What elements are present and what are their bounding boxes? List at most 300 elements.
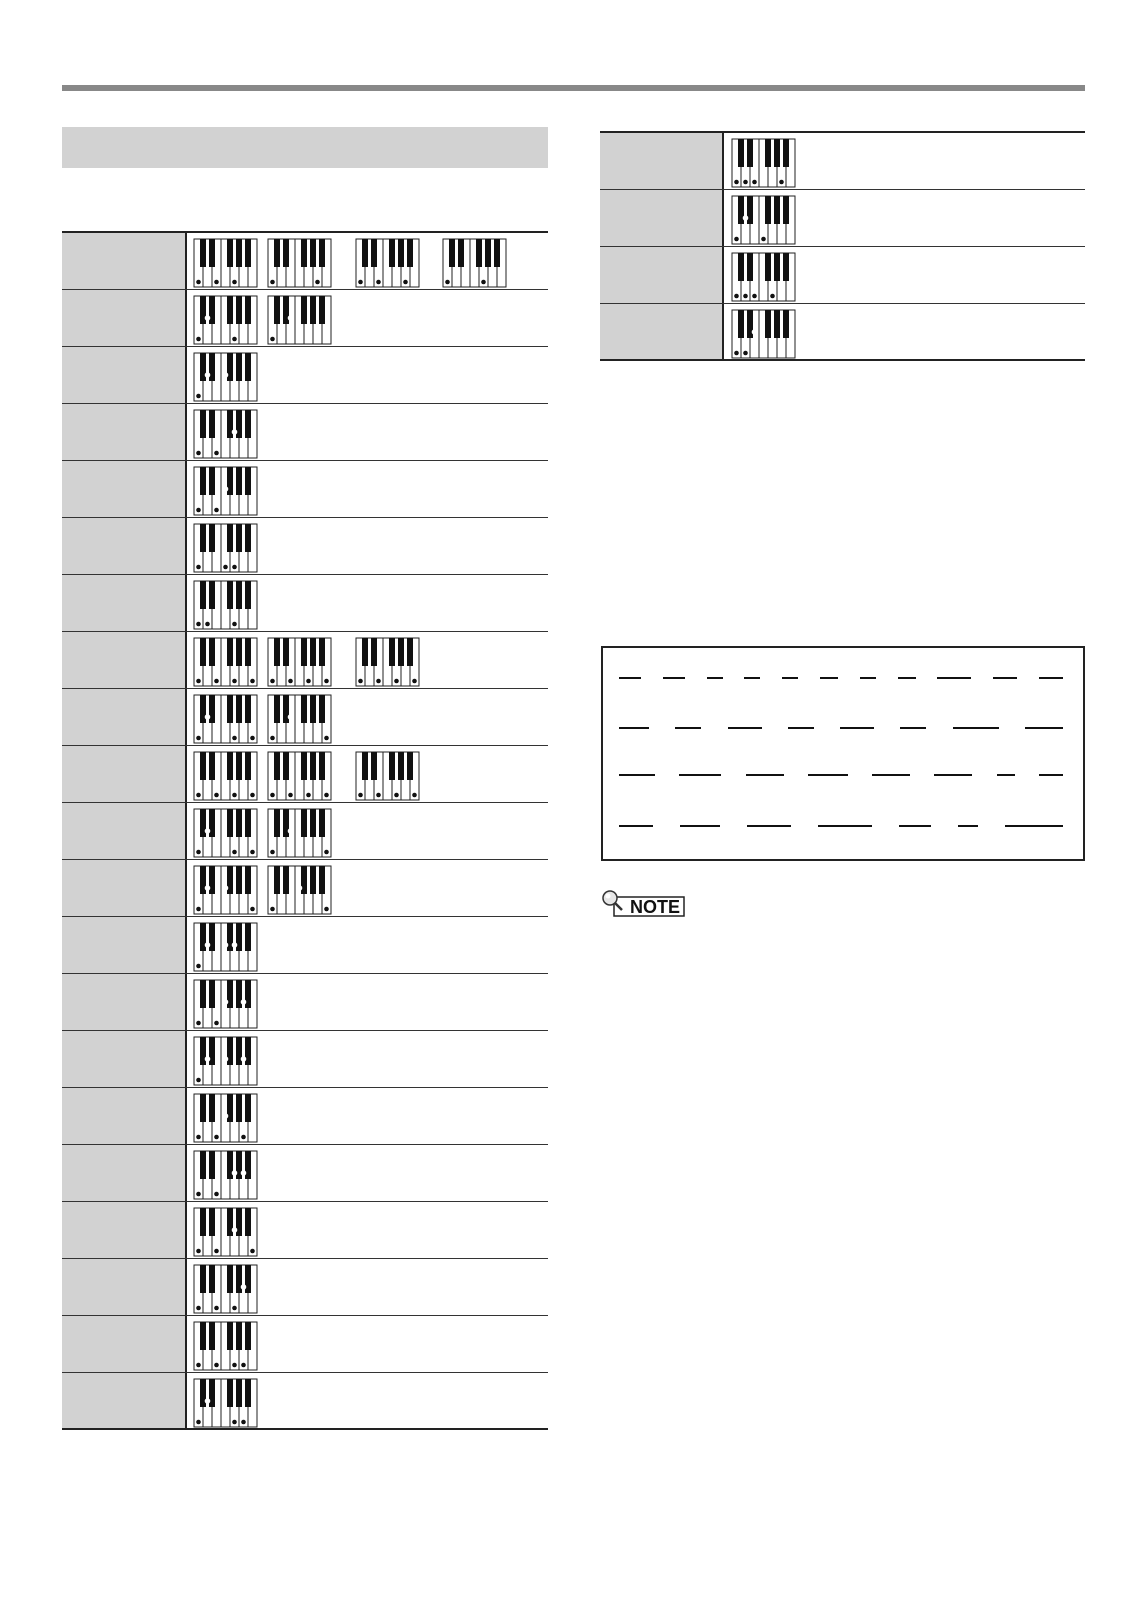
black-key	[283, 296, 289, 324]
black-key	[407, 239, 413, 267]
pressed-key-dot	[214, 508, 219, 513]
pressed-black-key-dot	[288, 829, 293, 834]
black-key	[245, 1037, 251, 1065]
keyboard-diagram	[193, 694, 258, 744]
chord-name-cell	[600, 247, 722, 303]
pressed-key-dot	[214, 1249, 219, 1254]
black-key	[362, 752, 368, 780]
keyboard-diagram	[355, 751, 420, 801]
black-key	[319, 239, 325, 267]
black-key	[301, 752, 307, 780]
pressed-black-key-dot	[205, 715, 210, 720]
column-divider	[185, 461, 187, 517]
black-key	[209, 1094, 215, 1122]
pressed-black-key-dot	[232, 943, 237, 948]
black-key	[274, 809, 280, 837]
black-key	[209, 581, 215, 609]
black-key	[209, 638, 215, 666]
pressed-key-dot	[270, 907, 275, 912]
keyboard-diagram	[731, 252, 796, 302]
chord-row	[62, 1202, 548, 1259]
black-key	[200, 866, 206, 894]
pressed-key-dot	[196, 736, 201, 741]
pressed-key-dot	[214, 1306, 219, 1311]
black-key	[449, 239, 455, 267]
keyboard-diagram	[193, 979, 258, 1029]
fill-in-line	[619, 774, 655, 776]
black-key	[200, 980, 206, 1008]
chord-row	[62, 1145, 548, 1202]
pressed-key-dot	[196, 1135, 201, 1140]
black-key	[245, 923, 251, 951]
pressed-key-dot	[214, 1135, 219, 1140]
black-key	[236, 467, 242, 495]
keyboard-diagram	[193, 1207, 258, 1257]
pressed-key-dot	[232, 1420, 237, 1425]
pressed-black-key-dot	[223, 943, 228, 948]
black-key	[200, 410, 206, 438]
keyboard-diagram	[731, 195, 796, 245]
pressed-key-dot	[394, 679, 399, 684]
pressed-key-dot	[412, 793, 417, 798]
fill-in-line	[808, 774, 848, 776]
fill-in-line	[1039, 774, 1063, 776]
black-key	[236, 581, 242, 609]
pressed-black-key-dot	[241, 1285, 246, 1290]
chord-name-cell	[62, 803, 185, 859]
black-key	[389, 239, 395, 267]
pressed-key-dot	[196, 280, 201, 285]
pressed-key-dot	[214, 679, 219, 684]
black-key	[227, 524, 233, 552]
pressed-key-dot	[223, 565, 228, 570]
pressed-key-dot	[306, 679, 311, 684]
pressed-key-dot	[376, 679, 381, 684]
black-key	[209, 980, 215, 1008]
pressed-key-dot	[214, 1192, 219, 1197]
black-key	[209, 353, 215, 381]
fill-in-line	[744, 677, 760, 679]
black-key	[209, 1208, 215, 1236]
black-key	[200, 1379, 206, 1407]
black-key	[236, 638, 242, 666]
chord-row	[62, 461, 548, 518]
chord-name-cell	[62, 347, 185, 403]
pressed-key-dot	[232, 679, 237, 684]
keyboard-diagram	[193, 1378, 258, 1428]
black-key	[301, 866, 307, 894]
fill-in-line	[872, 774, 910, 776]
pressed-key-dot	[376, 793, 381, 798]
pressed-key-dot	[770, 294, 775, 299]
black-key	[398, 239, 404, 267]
black-key	[274, 866, 280, 894]
chord-table-left	[62, 231, 548, 1430]
keyboard-diagram	[193, 409, 258, 459]
fill-in-line	[619, 825, 653, 827]
pressed-key-dot	[250, 850, 255, 855]
column-divider	[722, 247, 724, 303]
fill-in-line	[1025, 727, 1063, 729]
black-key	[200, 923, 206, 951]
black-key	[200, 1322, 206, 1350]
pressed-black-key-dot	[241, 1057, 246, 1062]
pressed-key-dot	[232, 622, 237, 627]
keyboard-diagram	[193, 1036, 258, 1086]
black-key	[236, 1151, 242, 1179]
black-key	[310, 866, 316, 894]
pressed-black-key-dot	[297, 886, 302, 891]
black-key	[227, 239, 233, 267]
black-key	[200, 581, 206, 609]
pressed-black-key-dot	[223, 1114, 228, 1119]
black-key	[236, 410, 242, 438]
chord-name-cell	[62, 1145, 185, 1201]
black-key	[274, 752, 280, 780]
black-key	[319, 752, 325, 780]
pressed-key-dot	[232, 793, 237, 798]
fill-in-line	[663, 677, 685, 679]
keyboard-diagram	[193, 238, 258, 288]
black-key	[738, 253, 744, 281]
black-key	[227, 1094, 233, 1122]
keyboard-diagram	[267, 295, 332, 345]
keyboard-diagram	[267, 751, 332, 801]
black-key	[200, 1037, 206, 1065]
chord-row	[600, 304, 1085, 361]
pressed-key-dot	[412, 679, 417, 684]
black-key	[245, 1094, 251, 1122]
black-key	[245, 1265, 251, 1293]
keyboard-diagram	[193, 637, 258, 687]
keyboard-diagram	[267, 865, 332, 915]
black-key	[236, 809, 242, 837]
pressed-key-dot	[734, 237, 739, 242]
pressed-key-dot	[779, 180, 784, 185]
column-divider	[185, 803, 187, 859]
black-key	[236, 1379, 242, 1407]
black-key	[209, 809, 215, 837]
chord-row	[600, 247, 1085, 304]
black-key	[200, 1265, 206, 1293]
keyboard-diagram	[193, 922, 258, 972]
black-key	[274, 638, 280, 666]
black-key	[765, 253, 771, 281]
black-key	[236, 1208, 242, 1236]
chord-name-cell	[62, 917, 185, 973]
chord-row	[62, 1373, 548, 1430]
note-icon	[600, 889, 692, 917]
black-key	[200, 467, 206, 495]
fill-in-line	[953, 727, 999, 729]
pressed-key-dot	[324, 679, 329, 684]
column-divider	[185, 575, 187, 631]
pressed-black-key-dot	[205, 316, 210, 321]
fill-in-line	[898, 677, 916, 679]
black-key	[227, 1322, 233, 1350]
pressed-black-key-dot	[205, 886, 210, 891]
column-divider	[185, 1373, 187, 1428]
black-key	[236, 1322, 242, 1350]
black-key	[747, 310, 753, 338]
pressed-key-dot	[241, 1363, 246, 1368]
pressed-key-dot	[196, 1420, 201, 1425]
pressed-key-dot	[394, 793, 399, 798]
black-key	[783, 253, 789, 281]
black-key	[200, 638, 206, 666]
pressed-key-dot	[376, 280, 381, 285]
black-key	[245, 980, 251, 1008]
chord-name-cell	[600, 190, 722, 246]
note-label: NOTE	[630, 897, 681, 917]
chord-row	[62, 1088, 548, 1145]
chord-row	[62, 1031, 548, 1088]
column-divider	[185, 1202, 187, 1258]
pressed-key-dot	[232, 280, 237, 285]
black-key	[227, 467, 233, 495]
black-key	[283, 695, 289, 723]
column-divider	[722, 304, 724, 359]
pressed-key-dot	[205, 622, 210, 627]
black-key	[227, 1151, 233, 1179]
fill-in-line	[728, 727, 762, 729]
black-key	[245, 581, 251, 609]
keyboard-diagram	[193, 1321, 258, 1371]
chord-row	[62, 233, 548, 290]
fill-in-line	[619, 727, 649, 729]
pressed-key-dot	[196, 964, 201, 969]
black-key	[774, 139, 780, 167]
fill-in-line	[707, 677, 723, 679]
chord-name-cell	[62, 461, 185, 517]
pressed-key-dot	[214, 280, 219, 285]
fill-in-line	[860, 677, 876, 679]
black-key	[236, 866, 242, 894]
keyboard-diagram	[193, 751, 258, 801]
keyboard-diagram	[731, 138, 796, 188]
keyboard-diagram	[442, 238, 507, 288]
pressed-key-dot	[214, 1021, 219, 1026]
chord-row	[62, 917, 548, 974]
black-key	[765, 139, 771, 167]
black-key	[245, 1322, 251, 1350]
black-key	[301, 695, 307, 723]
black-key	[747, 139, 753, 167]
chord-name-cell	[600, 133, 722, 189]
column-divider	[185, 347, 187, 403]
black-key	[774, 253, 780, 281]
section-heading-band	[62, 127, 548, 168]
black-key	[371, 752, 377, 780]
column-divider	[185, 860, 187, 916]
pressed-black-key-dot	[223, 886, 228, 891]
chord-name-cell	[62, 404, 185, 460]
black-key	[319, 638, 325, 666]
chord-row	[62, 746, 548, 803]
keyboard-diagram	[193, 352, 258, 402]
pressed-key-dot	[324, 793, 329, 798]
pressed-black-key-dot	[232, 430, 237, 435]
black-key	[236, 239, 242, 267]
pressed-key-dot	[270, 679, 275, 684]
black-key	[362, 638, 368, 666]
black-key	[209, 866, 215, 894]
keyboard-diagram	[267, 637, 332, 687]
black-key	[476, 239, 482, 267]
pressed-black-key-dot	[205, 1057, 210, 1062]
black-key	[227, 581, 233, 609]
black-key	[398, 752, 404, 780]
keyboard-diagram	[731, 309, 796, 359]
chord-name-cell	[62, 1316, 185, 1372]
pressed-key-dot	[232, 850, 237, 855]
black-key	[310, 695, 316, 723]
pressed-black-key-dot	[288, 715, 293, 720]
chord-row	[62, 632, 548, 689]
column-divider	[185, 974, 187, 1030]
pressed-key-dot	[445, 280, 450, 285]
black-key	[209, 410, 215, 438]
column-divider	[185, 404, 187, 460]
pressed-key-dot	[196, 508, 201, 513]
pressed-key-dot	[250, 793, 255, 798]
black-key	[227, 695, 233, 723]
pressed-key-dot	[214, 451, 219, 456]
black-key	[319, 296, 325, 324]
chord-name-cell	[62, 1202, 185, 1258]
chord-name-cell	[600, 304, 722, 359]
black-key	[245, 638, 251, 666]
chord-name-cell	[62, 1031, 185, 1087]
magnifier-icon	[600, 889, 692, 917]
black-key	[227, 353, 233, 381]
black-key	[209, 923, 215, 951]
pressed-key-dot	[241, 1135, 246, 1140]
black-key	[310, 752, 316, 780]
pressed-key-dot	[734, 180, 739, 185]
keyboard-diagram	[193, 523, 258, 573]
chord-row	[62, 1259, 548, 1316]
black-key	[245, 866, 251, 894]
keyboard-diagram	[267, 808, 332, 858]
black-key	[227, 866, 233, 894]
chord-row	[62, 404, 548, 461]
chord-name-cell	[62, 1373, 185, 1428]
black-key	[747, 253, 753, 281]
pressed-black-key-dot	[288, 316, 293, 321]
pressed-key-dot	[288, 679, 293, 684]
black-key	[200, 296, 206, 324]
black-key	[236, 524, 242, 552]
black-key	[407, 752, 413, 780]
pressed-key-dot	[196, 793, 201, 798]
fill-in-line	[840, 727, 874, 729]
pressed-key-dot	[196, 907, 201, 912]
black-key	[310, 809, 316, 837]
keyboard-diagram	[267, 694, 332, 744]
black-key	[209, 1322, 215, 1350]
black-key	[774, 310, 780, 338]
pressed-key-dot	[270, 337, 275, 342]
black-key	[227, 296, 233, 324]
keyboard-diagram	[193, 1264, 258, 1314]
pressed-key-dot	[358, 679, 363, 684]
chord-name-cell	[62, 1259, 185, 1315]
black-key	[494, 239, 500, 267]
pressed-key-dot	[250, 1249, 255, 1254]
black-key	[209, 296, 215, 324]
pressed-key-dot	[481, 280, 486, 285]
black-key	[765, 196, 771, 224]
pressed-key-dot	[734, 294, 739, 299]
keyboard-diagram	[355, 238, 420, 288]
pressed-key-dot	[270, 736, 275, 741]
pressed-key-dot	[196, 622, 201, 627]
column-divider	[185, 1088, 187, 1144]
black-key	[738, 196, 744, 224]
pressed-black-key-dot	[752, 330, 757, 335]
fill-in-line	[900, 727, 926, 729]
pressed-key-dot	[761, 237, 766, 242]
black-key	[227, 923, 233, 951]
column-divider	[185, 1145, 187, 1201]
fill-in-line	[782, 677, 798, 679]
column-divider	[185, 518, 187, 574]
black-key	[209, 524, 215, 552]
black-key	[236, 923, 242, 951]
black-key	[245, 239, 251, 267]
pressed-black-key-dot	[241, 1000, 246, 1005]
pressed-key-dot	[196, 1306, 201, 1311]
chord-row	[62, 1316, 548, 1373]
black-key	[209, 1379, 215, 1407]
pressed-key-dot	[403, 280, 408, 285]
black-key	[209, 239, 215, 267]
black-key	[398, 638, 404, 666]
black-key	[236, 752, 242, 780]
black-key	[227, 1265, 233, 1293]
pressed-black-key-dot	[205, 829, 210, 834]
pressed-key-dot	[250, 907, 255, 912]
pressed-black-key-dot	[232, 1171, 237, 1176]
keyboard-diagram	[193, 865, 258, 915]
pressed-key-dot	[232, 337, 237, 342]
black-key	[200, 239, 206, 267]
black-key	[310, 638, 316, 666]
black-key	[200, 524, 206, 552]
fill-in-line	[820, 677, 838, 679]
chord-row	[62, 290, 548, 347]
keyboard-diagram	[193, 295, 258, 345]
black-key	[245, 1208, 251, 1236]
black-key	[283, 752, 289, 780]
pressed-key-dot	[232, 1363, 237, 1368]
black-key	[227, 809, 233, 837]
black-key	[236, 1037, 242, 1065]
pressed-key-dot	[214, 793, 219, 798]
black-key	[227, 752, 233, 780]
pressed-black-key-dot	[223, 1057, 228, 1062]
pressed-key-dot	[743, 351, 748, 356]
chord-name-cell	[62, 1088, 185, 1144]
pressed-key-dot	[743, 294, 748, 299]
chord-table-right	[600, 131, 1085, 361]
fill-in-line	[746, 774, 784, 776]
fill-in-line	[899, 825, 931, 827]
black-key	[371, 638, 377, 666]
black-key	[283, 809, 289, 837]
pressed-black-key-dot	[232, 1228, 237, 1233]
